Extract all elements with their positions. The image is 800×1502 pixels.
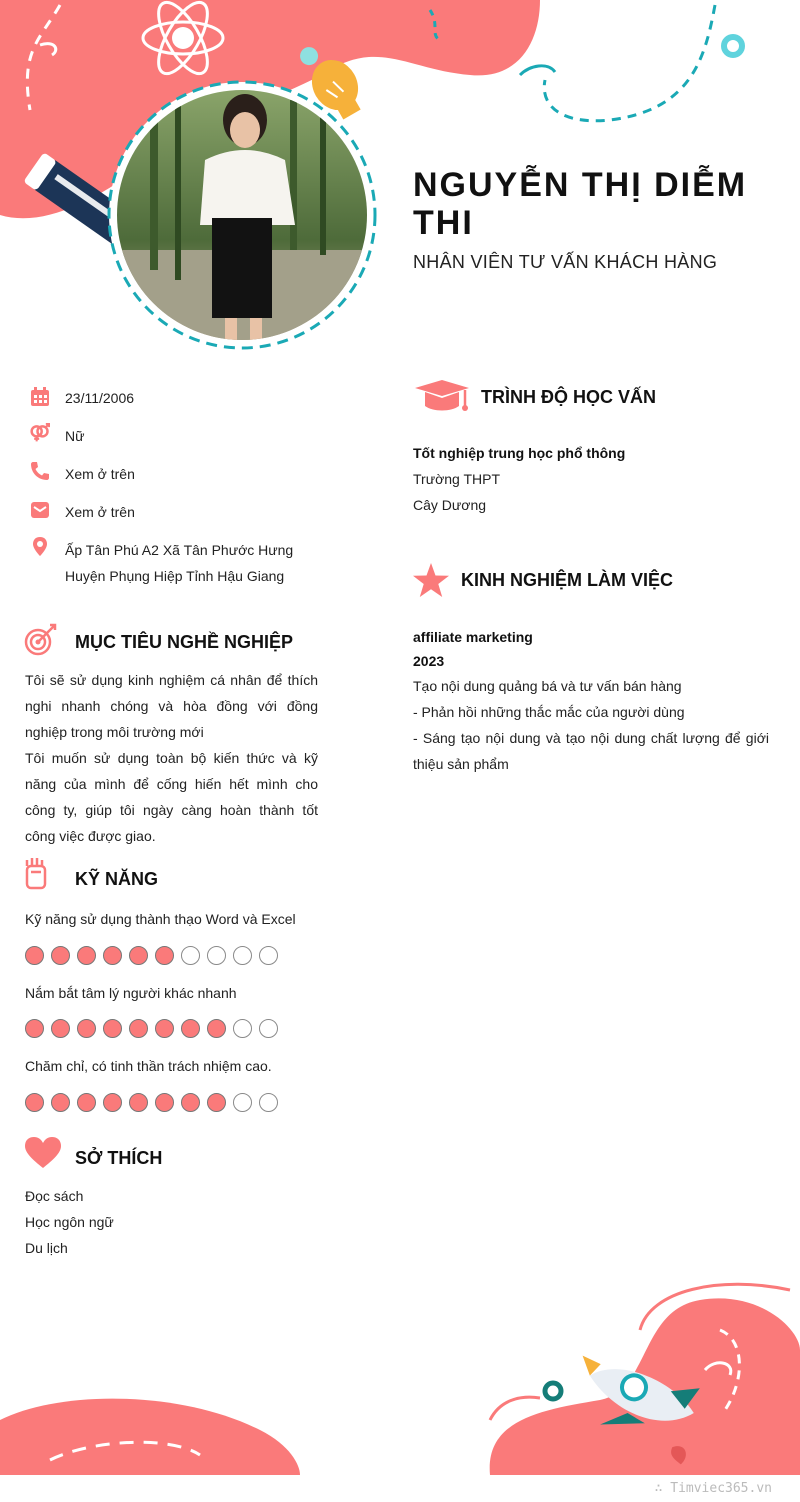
skills-title: KỸ NĂNG	[75, 869, 159, 889]
experience-line: - Sáng tạo nội dung và tạo nội dung chất lượng để giới thiệu sản phẩm	[413, 730, 769, 772]
location-icon	[32, 537, 52, 557]
job-position: NHÂN VIÊN TƯ VẤN KHÁCH HÀNG	[413, 252, 718, 272]
email-icon	[30, 500, 50, 520]
skill-name-1: Kỹ năng sử dụng thành thạo Word và Excel	[25, 911, 296, 927]
objective-line-2: Tôi muốn sử dụng toàn bộ kiến thức và kỹ năng của mình để cống hiến hết mình cho công ty, giúp tôi ngày càng hoàn thành tốt công việc được giao.	[25, 750, 318, 844]
school-line-2: Cây Dương	[413, 497, 487, 513]
contact-email	[30, 499, 330, 525]
calendar-icon	[30, 387, 50, 407]
rating-dot-empty	[259, 1093, 278, 1112]
experience-title: KINH NGHIỆM LÀM VIỆC	[461, 570, 674, 590]
contact-phone	[30, 461, 330, 487]
rating-dot-filled	[129, 946, 148, 965]
rating-dot-filled	[129, 1093, 148, 1112]
experience-line: Tạo nội dung quảng bá và tư vấn bán hàng	[413, 678, 682, 694]
experience-year: 2023	[413, 653, 445, 669]
skill-name-2: Nắm bắt tâm lý người khác nhanh	[25, 985, 237, 1001]
rating-dot-filled	[103, 946, 122, 965]
rating-dot-filled	[25, 1019, 44, 1038]
gender-value: Nữ	[65, 428, 85, 444]
rating-dot-filled	[25, 1093, 44, 1112]
rating-dot-empty	[207, 946, 226, 965]
target-icon	[24, 622, 60, 656]
star-icon	[413, 563, 449, 597]
skill-rating-3	[25, 1093, 278, 1117]
phone-icon	[30, 461, 50, 481]
graduation-cap-icon	[413, 378, 471, 416]
contact-birthday	[30, 385, 330, 411]
school-line-1: Trường THPT	[413, 471, 501, 487]
rating-dot-empty	[181, 946, 200, 965]
rating-dot-filled	[207, 1019, 226, 1038]
rating-dot-empty	[233, 1093, 252, 1112]
footer-decoration	[0, 1270, 800, 1480]
rating-dot-filled	[77, 1019, 96, 1038]
rating-dot-empty	[233, 1019, 252, 1038]
rating-dot-filled	[77, 946, 96, 965]
experience-role: affiliate marketing	[413, 629, 533, 645]
rating-dot-filled	[129, 1019, 148, 1038]
experience-line: - Phản hồi những thắc mắc của người dùng	[413, 704, 685, 720]
heart-icon	[25, 1137, 61, 1169]
skill-rating-1	[25, 946, 278, 970]
rating-dot-empty	[233, 946, 252, 965]
contact-gender	[30, 423, 330, 449]
rating-dot-filled	[155, 946, 174, 965]
rating-dot-filled	[181, 1093, 200, 1112]
rating-dot-filled	[181, 1019, 200, 1038]
rating-dot-empty	[259, 946, 278, 965]
birthday-value: 23/11/2006	[65, 390, 135, 406]
rating-dot-filled	[103, 1093, 122, 1112]
rating-dot-filled	[207, 1093, 226, 1112]
footer-brand: ∴ Timviec365.vn	[654, 1481, 772, 1496]
hobby-item: Du lịch	[25, 1240, 68, 1256]
rating-dot-filled	[25, 946, 44, 965]
rating-dot-filled	[51, 1019, 70, 1038]
education-degree: Tốt nghiệp trung học phổ thông	[413, 445, 626, 461]
rating-dot-filled	[51, 1093, 70, 1112]
rating-dot-filled	[155, 1019, 174, 1038]
objective-body	[25, 667, 318, 849]
address-line-1: Ấp Tân Phú A2 Xã Tân Phước Hưng	[65, 542, 294, 558]
hobbies-title: SỞ THÍCH	[75, 1148, 163, 1168]
address-line-2: Huyện Phụng Hiệp Tỉnh Hậu Giang	[65, 568, 285, 584]
objective-title: MỤC TIÊU NGHỀ NGHIỆP	[75, 632, 294, 652]
fist-icon	[24, 858, 48, 890]
gender-icon	[30, 423, 50, 443]
hobby-item: Đọc sách	[25, 1188, 84, 1204]
phone-value: Xem ở trên	[65, 466, 135, 482]
rating-dot-filled	[51, 946, 70, 965]
education-school	[413, 466, 773, 518]
hobbies-list	[25, 1183, 315, 1261]
experience-description	[413, 673, 769, 777]
skill-name-3: Chăm chỉ, có tinh thần trách nhiệm cao.	[25, 1058, 272, 1074]
objective-line-1: Tôi sẽ sử dụng kinh nghiệm cá nhân để thích nghi nhanh chóng và hòa đồng với đồng nghiệp trong môi trường mới	[25, 672, 318, 740]
rating-dot-filled	[103, 1019, 122, 1038]
candidate-name: NGUYỄN THỊ DIỄM THI	[413, 166, 748, 242]
skill-rating-2	[25, 1019, 278, 1043]
rating-dot-filled	[155, 1093, 174, 1112]
rating-dot-filled	[77, 1093, 96, 1112]
email-value: Xem ở trên	[65, 504, 135, 520]
contact-address	[30, 537, 330, 589]
rating-dot-empty	[259, 1019, 278, 1038]
education-title: TRÌNH ĐỘ HỌC VẤN	[481, 387, 656, 407]
hobby-item: Học ngôn ngữ	[25, 1214, 114, 1230]
